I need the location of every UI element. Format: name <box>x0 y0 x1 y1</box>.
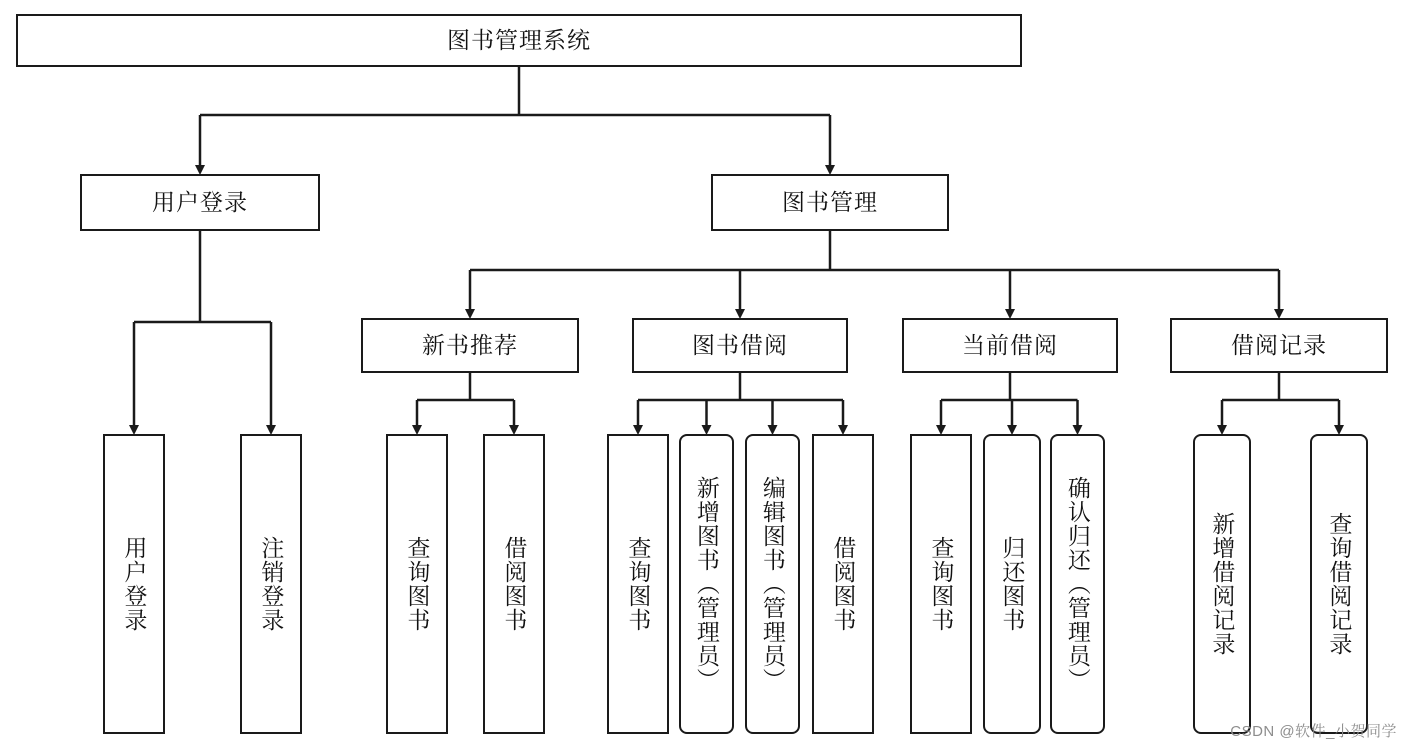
node-newbook-query-book <box>386 434 448 734</box>
node-label: 图书借阅 <box>692 331 788 358</box>
node-current-borrow <box>902 318 1118 373</box>
node-label: 新增借阅记录 <box>1209 512 1236 656</box>
node-borrow-query-book <box>607 434 669 734</box>
node-borrow-add-book-admin <box>679 434 734 734</box>
node-label: 编辑图书（管理员） <box>759 476 786 692</box>
node-current-confirm-return-admin <box>1050 434 1105 734</box>
node-new-book-recommend <box>361 318 579 373</box>
node-current-return-book <box>983 434 1041 734</box>
node-borrow-record <box>1170 318 1388 373</box>
node-newbook-borrow-book <box>483 434 545 734</box>
node-label: 查询借阅记录 <box>1326 512 1353 656</box>
node-label: 图书管理系统 <box>447 26 591 53</box>
node-label: 当前借阅 <box>962 331 1058 358</box>
node-login-user-login <box>103 434 165 734</box>
node-record-add-record <box>1193 434 1251 734</box>
node-label: 图书管理 <box>782 188 878 215</box>
node-label: 用户登录 <box>152 188 248 215</box>
node-user-login <box>80 174 320 231</box>
node-root <box>16 14 1022 67</box>
node-record-query-record <box>1310 434 1368 734</box>
node-label: 注销登录 <box>258 536 285 632</box>
node-label: 新书推荐 <box>422 331 518 358</box>
node-book-borrow <box>632 318 848 373</box>
node-book-management <box>711 174 949 231</box>
node-current-query-book <box>910 434 972 734</box>
node-label: 新增图书（管理员） <box>693 476 720 692</box>
node-login-logout <box>240 434 302 734</box>
node-label: 归还图书 <box>999 536 1026 632</box>
watermark: CSDN @软件_小贺同学 <box>1230 723 1397 740</box>
node-borrow-edit-book-admin <box>745 434 800 734</box>
node-label: 借阅图书 <box>501 536 528 632</box>
node-label: 用户登录 <box>121 536 148 632</box>
node-label: 确认归还（管理员） <box>1064 476 1091 692</box>
node-label: 查询图书 <box>404 536 431 632</box>
node-borrow-borrow-book <box>812 434 874 734</box>
node-label: 查询图书 <box>625 536 652 632</box>
node-label: 借阅图书 <box>830 536 857 632</box>
node-label: 借阅记录 <box>1231 331 1327 358</box>
node-label: 查询图书 <box>928 536 955 632</box>
